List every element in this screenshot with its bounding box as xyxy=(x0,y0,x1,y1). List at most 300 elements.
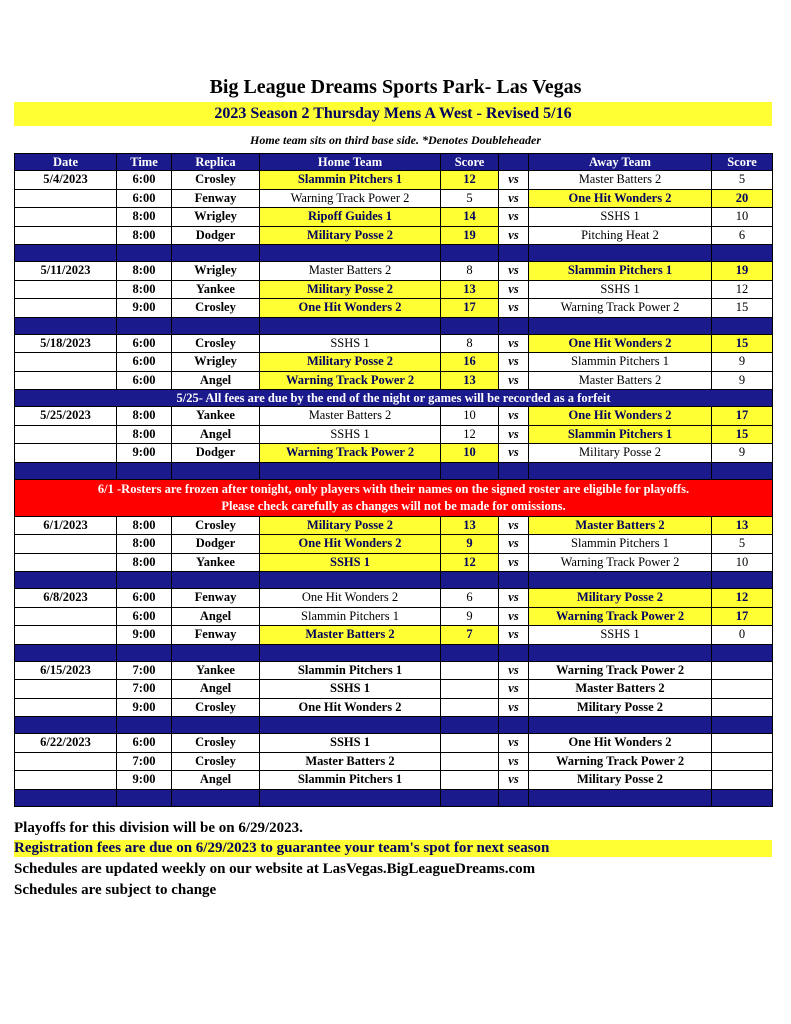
vs-label: vs xyxy=(499,516,529,535)
away-team: One Hit Wonders 2 xyxy=(529,334,712,353)
home-team: SSHS 1 xyxy=(260,334,441,353)
game-date xyxy=(15,444,117,463)
home-score: 12 xyxy=(441,425,499,444)
game-row xyxy=(15,444,773,463)
game-date: 6/1/2023 xyxy=(15,516,117,535)
away-team: Slammin Pitchers 1 xyxy=(529,535,712,554)
away-team: Warning Track Power 2 xyxy=(529,752,712,771)
home-score: 6 xyxy=(441,589,499,608)
game-row xyxy=(15,698,773,717)
vs-label: vs xyxy=(499,661,529,680)
separator-cell xyxy=(15,789,117,806)
home-score: 9 xyxy=(441,535,499,554)
game-replica: Angel xyxy=(172,607,260,626)
game-time: 9:00 xyxy=(117,698,172,717)
game-time: 7:00 xyxy=(117,680,172,699)
separator-row xyxy=(15,462,773,479)
separator-cell xyxy=(712,572,773,589)
game-date: 5/25/2023 xyxy=(15,407,117,426)
vs-label: vs xyxy=(499,226,529,245)
game-replica: Yankee xyxy=(172,280,260,299)
separator-cell xyxy=(172,644,260,661)
vs-label: vs xyxy=(499,371,529,390)
header-time: Time xyxy=(117,154,172,171)
game-date xyxy=(15,535,117,554)
game-time: 8:00 xyxy=(117,535,172,554)
game-row xyxy=(15,299,773,318)
separator-cell xyxy=(260,245,441,262)
header-away-team: Away Team xyxy=(529,154,712,171)
separator-cell xyxy=(15,644,117,661)
game-time: 8:00 xyxy=(117,516,172,535)
vs-label: vs xyxy=(499,189,529,208)
away-score xyxy=(712,661,773,680)
separator-cell xyxy=(529,245,712,262)
game-replica: Crosley xyxy=(172,334,260,353)
game-time: 8:00 xyxy=(117,226,172,245)
fee-notice: 5/25- All fees are due by the end of the night or games will be recorded as a forfeit xyxy=(15,390,773,407)
home-team: SSHS 1 xyxy=(260,734,441,753)
game-replica: Crosley xyxy=(172,516,260,535)
game-row xyxy=(15,262,773,281)
game-time: 9:00 xyxy=(117,444,172,463)
game-time: 7:00 xyxy=(117,661,172,680)
separator-cell xyxy=(712,245,773,262)
game-replica: Crosley xyxy=(172,698,260,717)
game-replica: Crosley xyxy=(172,299,260,318)
separator-cell xyxy=(441,317,499,334)
game-time: 6:00 xyxy=(117,171,172,190)
game-row xyxy=(15,626,773,645)
game-date xyxy=(15,752,117,771)
game-date: 6/15/2023 xyxy=(15,661,117,680)
game-date: 5/4/2023 xyxy=(15,171,117,190)
separator-cell xyxy=(117,717,172,734)
home-score: 8 xyxy=(441,262,499,281)
game-time: 6:00 xyxy=(117,734,172,753)
game-time: 8:00 xyxy=(117,262,172,281)
home-score: 13 xyxy=(441,280,499,299)
game-row xyxy=(15,353,773,372)
away-team: Slammin Pitchers 1 xyxy=(529,353,712,372)
game-date xyxy=(15,771,117,790)
game-date xyxy=(15,208,117,227)
game-time: 8:00 xyxy=(117,553,172,572)
home-score xyxy=(441,661,499,680)
vs-label: vs xyxy=(499,407,529,426)
game-replica: Angel xyxy=(172,771,260,790)
home-score: 14 xyxy=(441,208,499,227)
game-date xyxy=(15,189,117,208)
home-score xyxy=(441,734,499,753)
home-team: Slammin Pitchers 1 xyxy=(260,607,441,626)
home-score: 12 xyxy=(441,553,499,572)
away-team: SSHS 1 xyxy=(529,280,712,299)
game-date xyxy=(15,280,117,299)
header-home-score: Score xyxy=(441,154,499,171)
vs-label: vs xyxy=(499,334,529,353)
away-score: 5 xyxy=(712,171,773,190)
separator-cell xyxy=(441,245,499,262)
separator-cell xyxy=(529,317,712,334)
game-date xyxy=(15,226,117,245)
separator-cell xyxy=(15,717,117,734)
game-date xyxy=(15,680,117,699)
change-note: Schedules are subject to change xyxy=(14,882,217,898)
home-team: Master Batters 2 xyxy=(260,407,441,426)
separator-cell xyxy=(117,789,172,806)
separator-cell xyxy=(712,462,773,479)
separator-row xyxy=(15,789,773,806)
home-score: 10 xyxy=(441,444,499,463)
game-row xyxy=(15,226,773,245)
away-score: 9 xyxy=(712,371,773,390)
vs-label: vs xyxy=(499,299,529,318)
separator-cell xyxy=(499,317,529,334)
home-team: One Hit Wonders 2 xyxy=(260,589,441,608)
website-note: Schedules are updated weekly on our website at LasVegas.BigLeagueDreams.com xyxy=(14,861,536,877)
game-replica: Yankee xyxy=(172,661,260,680)
fee-notice-row xyxy=(15,390,773,407)
home-team: Military Posse 2 xyxy=(260,516,441,535)
game-replica: Wrigley xyxy=(172,353,260,372)
game-time: 9:00 xyxy=(117,771,172,790)
game-row xyxy=(15,607,773,626)
home-score: 13 xyxy=(441,516,499,535)
separator-cell xyxy=(172,789,260,806)
registration-note: Registration fees are due on 6/29/2023 to guarantee your team's spot for next season xyxy=(14,840,772,857)
home-score: 5 xyxy=(441,189,499,208)
game-date xyxy=(15,353,117,372)
game-replica: Crosley xyxy=(172,734,260,753)
game-time: 8:00 xyxy=(117,407,172,426)
home-score: 19 xyxy=(441,226,499,245)
separator-row xyxy=(15,317,773,334)
separator-cell xyxy=(172,462,260,479)
separator-row xyxy=(15,644,773,661)
vs-label: vs xyxy=(499,535,529,554)
away-score: 12 xyxy=(712,589,773,608)
away-score: 17 xyxy=(712,607,773,626)
game-row xyxy=(15,171,773,190)
game-time: 6:00 xyxy=(117,589,172,608)
game-row xyxy=(15,371,773,390)
home-team: Military Posse 2 xyxy=(260,353,441,372)
home-score: 16 xyxy=(441,353,499,372)
vs-label: vs xyxy=(499,208,529,227)
vs-label: vs xyxy=(499,425,529,444)
game-row xyxy=(15,589,773,608)
vs-label: vs xyxy=(499,262,529,281)
vs-label: vs xyxy=(499,589,529,608)
game-row xyxy=(15,189,773,208)
game-replica: Crosley xyxy=(172,752,260,771)
separator-cell xyxy=(260,317,441,334)
away-score: 10 xyxy=(712,208,773,227)
separator-cell xyxy=(15,462,117,479)
separator-cell xyxy=(441,789,499,806)
away-team: One Hit Wonders 2 xyxy=(529,407,712,426)
away-team: Master Batters 2 xyxy=(529,371,712,390)
game-date xyxy=(15,607,117,626)
vs-label: vs xyxy=(499,680,529,699)
separator-cell xyxy=(117,317,172,334)
game-row xyxy=(15,535,773,554)
schedule-table xyxy=(14,153,773,807)
home-score: 10 xyxy=(441,407,499,426)
game-replica: Angel xyxy=(172,680,260,699)
game-row xyxy=(15,334,773,353)
separator-cell xyxy=(529,717,712,734)
game-date: 6/8/2023 xyxy=(15,589,117,608)
separator-cell xyxy=(172,245,260,262)
away-team: Slammin Pitchers 1 xyxy=(529,425,712,444)
header-date: Date xyxy=(15,154,117,171)
home-score: 13 xyxy=(441,371,499,390)
separator-cell xyxy=(117,245,172,262)
game-date: 5/18/2023 xyxy=(15,334,117,353)
game-row xyxy=(15,752,773,771)
away-score: 12 xyxy=(712,280,773,299)
home-team: Military Posse 2 xyxy=(260,226,441,245)
separator-cell xyxy=(441,644,499,661)
vs-label: vs xyxy=(499,444,529,463)
away-team: Warning Track Power 2 xyxy=(529,607,712,626)
away-score: 15 xyxy=(712,334,773,353)
game-replica: Fenway xyxy=(172,626,260,645)
home-team: Slammin Pitchers 1 xyxy=(260,771,441,790)
header-replica: Replica xyxy=(172,154,260,171)
game-time: 6:00 xyxy=(117,334,172,353)
away-score: 20 xyxy=(712,189,773,208)
game-replica: Fenway xyxy=(172,189,260,208)
away-score xyxy=(712,734,773,753)
home-team: Warning Track Power 2 xyxy=(260,371,441,390)
header-home-team: Home Team xyxy=(260,154,441,171)
home-team: Military Posse 2 xyxy=(260,280,441,299)
home-team: One Hit Wonders 2 xyxy=(260,698,441,717)
away-score xyxy=(712,752,773,771)
game-row xyxy=(15,680,773,699)
game-date: 6/22/2023 xyxy=(15,734,117,753)
game-date xyxy=(15,553,117,572)
away-team: Slammin Pitchers 1 xyxy=(529,262,712,281)
game-replica: Dodger xyxy=(172,444,260,463)
away-team: SSHS 1 xyxy=(529,208,712,227)
game-row xyxy=(15,208,773,227)
away-score: 5 xyxy=(712,535,773,554)
away-team: One Hit Wonders 2 xyxy=(529,189,712,208)
away-team: Master Batters 2 xyxy=(529,516,712,535)
schedule-body xyxy=(15,171,773,807)
separator-row xyxy=(15,245,773,262)
separator-cell xyxy=(260,462,441,479)
home-team: Ripoff Guides 1 xyxy=(260,208,441,227)
roster-alert-line: Please check carefully as changes will not be made for omissions. xyxy=(221,498,566,513)
separator-cell xyxy=(499,717,529,734)
separator-cell xyxy=(712,789,773,806)
game-date xyxy=(15,698,117,717)
vs-label: vs xyxy=(499,607,529,626)
away-team: Military Posse 2 xyxy=(529,444,712,463)
home-team: Warning Track Power 2 xyxy=(260,444,441,463)
separator-cell xyxy=(529,644,712,661)
home-score xyxy=(441,680,499,699)
separator-cell xyxy=(529,462,712,479)
separator-cell xyxy=(260,717,441,734)
game-time: 6:00 xyxy=(117,353,172,372)
separator-cell xyxy=(260,644,441,661)
game-time: 8:00 xyxy=(117,280,172,299)
away-score: 19 xyxy=(712,262,773,281)
away-team: Military Posse 2 xyxy=(529,698,712,717)
game-date xyxy=(15,371,117,390)
away-score: 6 xyxy=(712,226,773,245)
home-team: Master Batters 2 xyxy=(260,752,441,771)
separator-cell xyxy=(529,572,712,589)
home-team: One Hit Wonders 2 xyxy=(260,299,441,318)
game-date xyxy=(15,299,117,318)
game-replica: Angel xyxy=(172,425,260,444)
home-team: Slammin Pitchers 1 xyxy=(260,661,441,680)
separator-cell xyxy=(172,572,260,589)
away-team: Pitching Heat 2 xyxy=(529,226,712,245)
roster-alert xyxy=(15,479,773,516)
separator-cell xyxy=(15,245,117,262)
game-row xyxy=(15,425,773,444)
away-score: 15 xyxy=(712,425,773,444)
game-time: 6:00 xyxy=(117,371,172,390)
separator-cell xyxy=(441,462,499,479)
away-team: Master Batters 2 xyxy=(529,680,712,699)
away-score: 17 xyxy=(712,407,773,426)
separator-cell xyxy=(499,789,529,806)
home-team: Slammin Pitchers 1 xyxy=(260,171,441,190)
home-score: 9 xyxy=(441,607,499,626)
separator-cell xyxy=(712,644,773,661)
roster-alert-line: 6/1 -Rosters are frozen after tonight, only players with their names on the signed roster are eligible for playoffs. xyxy=(97,481,690,496)
game-time: 7:00 xyxy=(117,752,172,771)
separator-cell xyxy=(117,462,172,479)
vs-label: vs xyxy=(499,353,529,372)
home-score: 12 xyxy=(441,171,499,190)
away-score: 9 xyxy=(712,444,773,463)
away-team: Warning Track Power 2 xyxy=(529,553,712,572)
game-replica: Wrigley xyxy=(172,208,260,227)
game-replica: Crosley xyxy=(172,171,260,190)
home-score xyxy=(441,771,499,790)
home-team-note: Home team sits on third base side. *Denotes Doubleheader xyxy=(250,133,541,147)
game-time: 8:00 xyxy=(117,208,172,227)
home-team: SSHS 1 xyxy=(260,553,441,572)
game-replica: Angel xyxy=(172,371,260,390)
home-team: Master Batters 2 xyxy=(260,262,441,281)
away-score xyxy=(712,680,773,699)
game-date xyxy=(15,626,117,645)
home-team: SSHS 1 xyxy=(260,680,441,699)
home-team: One Hit Wonders 2 xyxy=(260,535,441,554)
separator-cell xyxy=(441,717,499,734)
game-date: 5/11/2023 xyxy=(15,262,117,281)
separator-cell xyxy=(712,717,773,734)
page-title: Big League Dreams Sports Park- Las Vegas xyxy=(209,76,582,98)
home-team: Master Batters 2 xyxy=(260,626,441,645)
game-row xyxy=(15,734,773,753)
game-time: 6:00 xyxy=(117,607,172,626)
vs-label: vs xyxy=(499,752,529,771)
roster-alert-row xyxy=(15,479,773,516)
game-time: 9:00 xyxy=(117,626,172,645)
game-row xyxy=(15,771,773,790)
vs-label: vs xyxy=(499,553,529,572)
game-row xyxy=(15,280,773,299)
separator-cell xyxy=(712,317,773,334)
away-team: Master Batters 2 xyxy=(529,171,712,190)
separator-cell xyxy=(499,462,529,479)
separator-cell xyxy=(499,644,529,661)
separator-cell xyxy=(260,572,441,589)
game-replica: Dodger xyxy=(172,226,260,245)
away-team: Warning Track Power 2 xyxy=(529,299,712,318)
home-score: 17 xyxy=(441,299,499,318)
game-replica: Yankee xyxy=(172,407,260,426)
home-team: SSHS 1 xyxy=(260,425,441,444)
home-score: 8 xyxy=(441,334,499,353)
game-time: 8:00 xyxy=(117,425,172,444)
away-score: 0 xyxy=(712,626,773,645)
vs-label: vs xyxy=(499,626,529,645)
game-date xyxy=(15,425,117,444)
game-row xyxy=(15,661,773,680)
game-row xyxy=(15,553,773,572)
game-row xyxy=(15,516,773,535)
header-away-score: Score xyxy=(712,154,773,171)
table-header-row xyxy=(15,154,773,171)
game-replica: Yankee xyxy=(172,553,260,572)
separator-cell xyxy=(117,644,172,661)
header-vs xyxy=(499,154,529,171)
game-time: 6:00 xyxy=(117,189,172,208)
separator-row xyxy=(15,572,773,589)
away-score: 10 xyxy=(712,553,773,572)
separator-cell xyxy=(172,717,260,734)
home-score xyxy=(441,698,499,717)
away-team: Military Posse 2 xyxy=(529,589,712,608)
separator-cell xyxy=(117,572,172,589)
away-team: Military Posse 2 xyxy=(529,771,712,790)
separator-cell xyxy=(499,572,529,589)
separator-cell xyxy=(172,317,260,334)
playoffs-note: Playoffs for this division will be on 6/29/2023. xyxy=(14,820,303,836)
away-score: 13 xyxy=(712,516,773,535)
vs-label: vs xyxy=(499,171,529,190)
away-team: One Hit Wonders 2 xyxy=(529,734,712,753)
away-score: 15 xyxy=(712,299,773,318)
separator-cell xyxy=(441,572,499,589)
game-replica: Wrigley xyxy=(172,262,260,281)
vs-label: vs xyxy=(499,771,529,790)
game-replica: Dodger xyxy=(172,535,260,554)
away-team: SSHS 1 xyxy=(529,626,712,645)
away-score xyxy=(712,698,773,717)
game-row xyxy=(15,407,773,426)
separator-row xyxy=(15,717,773,734)
game-replica: Fenway xyxy=(172,589,260,608)
game-time: 9:00 xyxy=(117,299,172,318)
home-score: 7 xyxy=(441,626,499,645)
separator-cell xyxy=(529,789,712,806)
separator-cell xyxy=(15,317,117,334)
